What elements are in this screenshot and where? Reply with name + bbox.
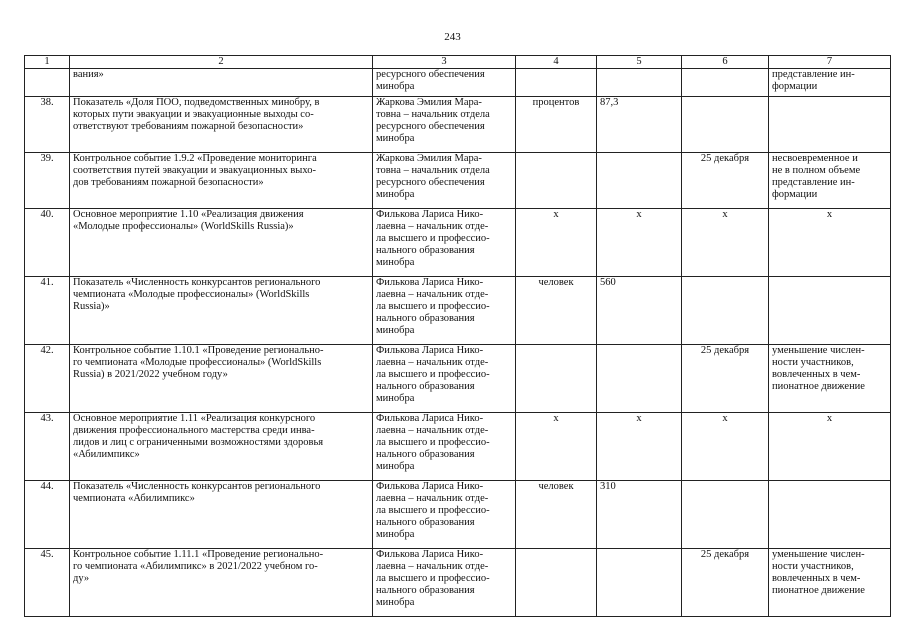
row-date: x: [682, 413, 769, 481]
row-note: x: [769, 413, 891, 481]
row-name: Показатель «Доля ПОО, подведомственных минобру, в которых пути эвакуации и эвакуационные выходы со- ответствуют требованиям пожарной безопасности»: [70, 97, 373, 153]
row-responsible: Филькова Лариса Нико- лаевна – начальник отде- ла высшего и профессио- нального образования минобра: [373, 209, 516, 277]
row-value: 560: [597, 277, 682, 345]
row-number: 39.: [25, 153, 70, 209]
table-row: [25, 97, 891, 153]
row-responsible: Филькова Лариса Нико- лаевна – начальник отде- ла высшего и профессио- нального образования минобра: [373, 345, 516, 413]
row-value: 310: [597, 481, 682, 549]
table-row: [25, 277, 891, 345]
row-number: [25, 69, 70, 97]
row-responsible: Филькова Лариса Нико- лаевна – начальник отде- ла высшего и профессио- нального образования минобра: [373, 481, 516, 549]
row-responsible: Филькова Лариса Нико- лаевна – начальник отде- ла высшего и профессио- нального образования минобра: [373, 413, 516, 481]
row-date: 25 декабря: [682, 345, 769, 413]
row-note: x: [769, 209, 891, 277]
row-name: Основное мероприятие 1.11 «Реализация конкурсного движения профессионального мастерства среди инва- лидов и лиц с ограниченными возможностями здоровья «Абилимпикс»: [70, 413, 373, 481]
row-name: Контрольное событие 1.9.2 «Проведение мониторинга соответствия путей эвакуации и эвакуационных выхо- дов требованиям пожарной безопасности»: [70, 153, 373, 209]
row-name: вания»: [70, 69, 373, 97]
row-value: [597, 69, 682, 97]
row-responsible: Филькова Лариса Нико- лаевна – начальник отде- ла высшего и профессио- нального образования минобра: [373, 277, 516, 345]
column-header-6: 6: [682, 56, 769, 69]
row-value: x: [597, 209, 682, 277]
column-header-5: 5: [597, 56, 682, 69]
row-number: 44.: [25, 481, 70, 549]
table-row: [25, 69, 891, 97]
column-header-1: 1: [25, 56, 70, 69]
column-header-7: 7: [769, 56, 891, 69]
row-unit: [516, 549, 597, 617]
table-row: [25, 549, 891, 617]
row-unit: [516, 69, 597, 97]
row-date: [682, 481, 769, 549]
row-number: 40.: [25, 209, 70, 277]
row-date: [682, 69, 769, 97]
row-responsible: Жаркова Эмилия Мара- товна – начальник отдела ресурсного обеспечения минобра: [373, 97, 516, 153]
row-value: [597, 153, 682, 209]
table-row: [25, 481, 891, 549]
row-unit: x: [516, 209, 597, 277]
column-header-4: 4: [516, 56, 597, 69]
page-number: 243: [444, 31, 461, 43]
row-unit: человек: [516, 277, 597, 345]
row-name: Показатель «Численность конкурсантов регионального чемпионата «Молодые профессионалы» (WorldSkills Russia)»: [70, 277, 373, 345]
row-number: 42.: [25, 345, 70, 413]
table-row: [25, 345, 891, 413]
row-value: [597, 345, 682, 413]
row-responsible: Жаркова Эмилия Мара- товна – начальник отдела ресурсного обеспечения минобра: [373, 153, 516, 209]
row-responsible: Филькова Лариса Нико- лаевна – начальник отде- ла высшего и профессио- нального образования минобра: [373, 549, 516, 617]
row-name: Показатель «Численность конкурсантов регионального чемпионата «Абилимпикс»: [70, 481, 373, 549]
row-date: x: [682, 209, 769, 277]
row-note: [769, 277, 891, 345]
table-row: [25, 153, 891, 209]
row-date: 25 декабря: [682, 153, 769, 209]
row-value: [597, 549, 682, 617]
row-number: 45.: [25, 549, 70, 617]
row-date: [682, 97, 769, 153]
document-table: [24, 55, 891, 617]
column-header-2: 2: [70, 56, 373, 69]
row-note: [769, 481, 891, 549]
row-note: несвоевременное и не в полном объеме представление ин- формации: [769, 153, 891, 209]
row-unit: x: [516, 413, 597, 481]
row-value: 87,3: [597, 97, 682, 153]
column-header-row: [25, 56, 891, 69]
row-date: [682, 277, 769, 345]
row-note: уменьшение числен- ности участников, вовлеченных в чем- пионатное движение: [769, 549, 891, 617]
row-number: 38.: [25, 97, 70, 153]
row-number: 41.: [25, 277, 70, 345]
row-unit: [516, 153, 597, 209]
table-row: [25, 209, 891, 277]
row-name: Контрольное событие 1.11.1 «Проведение регионально- го чемпионата «Абилимпикс» в 2021/2022 учебном го- ду»: [70, 549, 373, 617]
row-note: [769, 97, 891, 153]
row-date: 25 декабря: [682, 549, 769, 617]
row-number: 43.: [25, 413, 70, 481]
row-note: уменьшение числен- ности участников, вовлеченных в чем- пионатное движение: [769, 345, 891, 413]
row-name: Контрольное событие 1.10.1 «Проведение регионально- го чемпионата «Молодые профессионалы» (WorldSkills Russia) в 2021/2022 учебном году»: [70, 345, 373, 413]
table-row: [25, 413, 891, 481]
row-unit: человек: [516, 481, 597, 549]
row-unit: [516, 345, 597, 413]
column-header-3: 3: [373, 56, 516, 69]
row-responsible: ресурсного обеспечения минобра: [373, 69, 516, 97]
row-unit: процентов: [516, 97, 597, 153]
row-note: представление ин- формации: [769, 69, 891, 97]
row-name: Основное мероприятие 1.10 «Реализация движения «Молодые профессионалы» (WorldSkills Russia)»: [70, 209, 373, 277]
row-value: x: [597, 413, 682, 481]
